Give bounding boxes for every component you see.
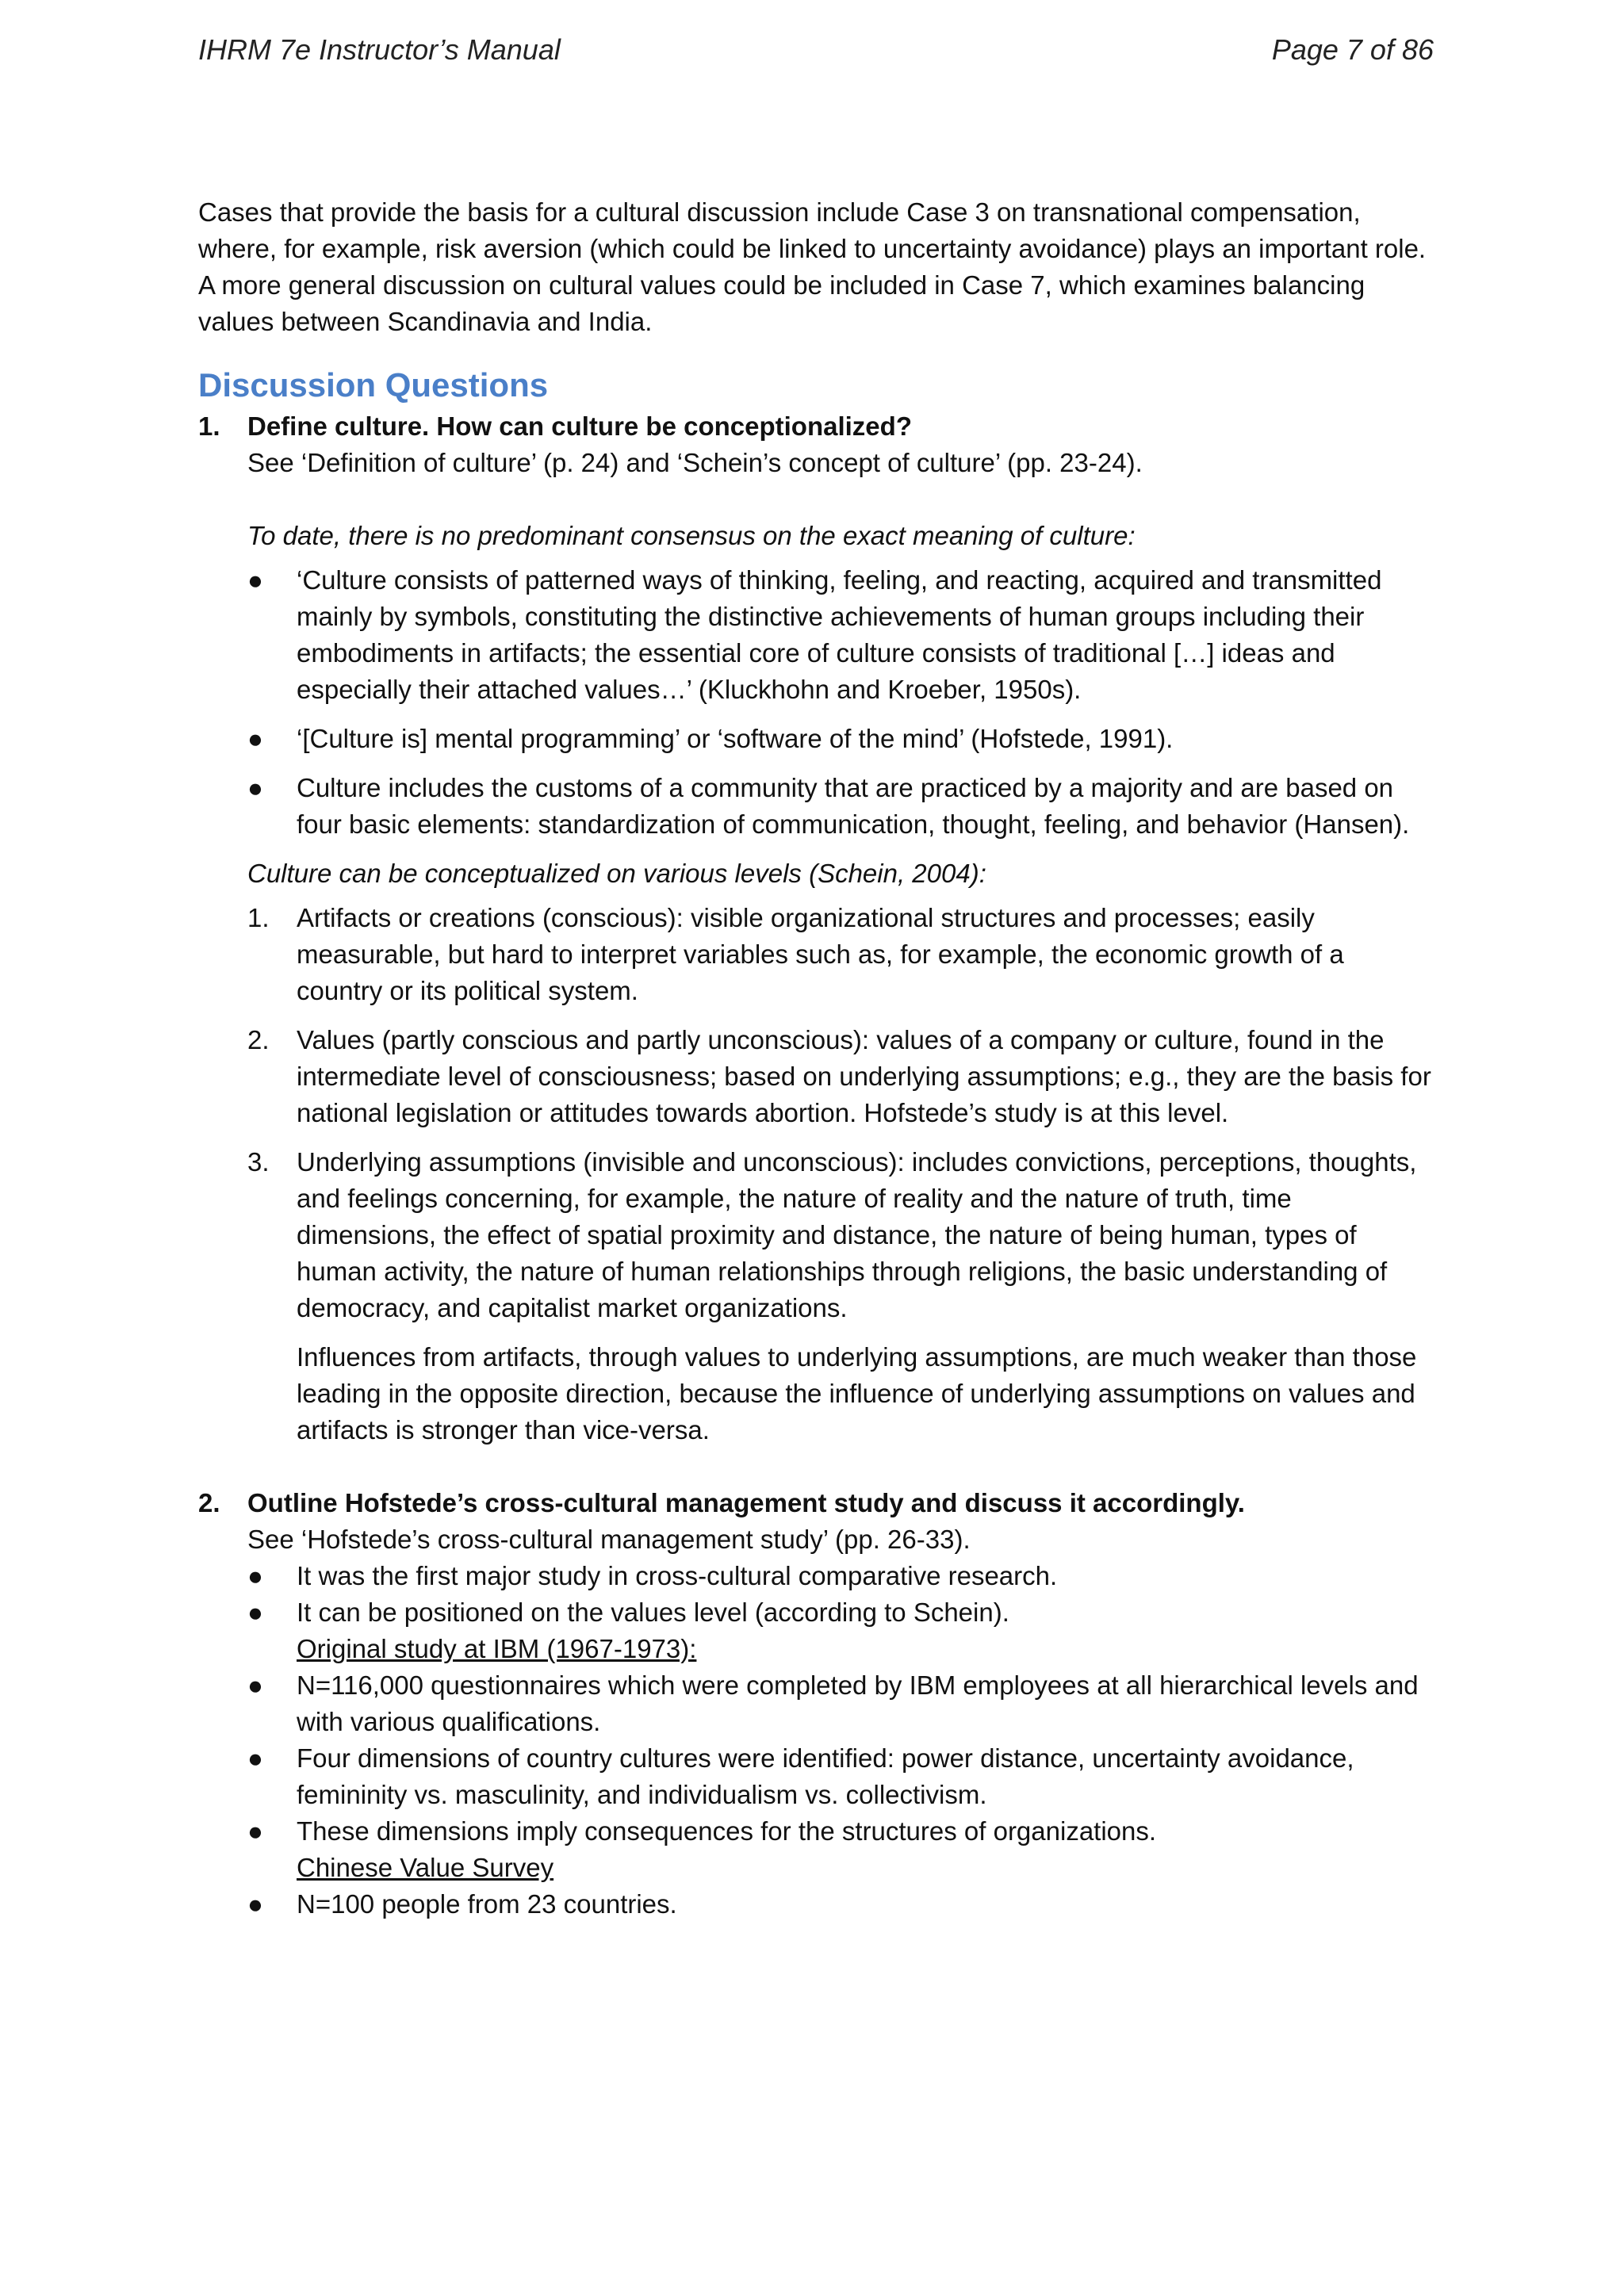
levels-lead-text: Culture can be conceptualized on various levels (Schein, 2004): [247, 859, 986, 888]
list-item: 1. Artifacts or creations (conscious): visible organizational structures and processes; easily measurable, but hard to interpret variables such as, for example, the economic growth of a country or its political system. [247, 903, 1344, 1005]
question-number: 2. [198, 1488, 220, 1517]
list-item: 3. Underlying assumptions (invisible and unconscious): includes convictions, perceptions, thoughts, and feelings concerning, for example, the nature of reality and the nature of truth, time dimensions, the effect of spatial proximity and distance, the nature of being human, types of human activity, the nature of human relationships through religions, the basic understanding of democracy, and capitalist market organizations. [247, 1147, 1417, 1322]
list-item: 2. Values (partly conscious and partly unconscious): values of a company or culture, found in the intermediate level of consciousness; based on underlying assumptions; e.g., they are the basis for national legislation or attitudes towards abortion. Hofstede’s study is at this level. [247, 1025, 1431, 1127]
bullet-icon: ● [247, 724, 263, 753]
question-reference: See ‘Hofstede’s cross-cultural management study’ (pp. 26-33). [247, 1525, 971, 1554]
hofstede-list [247, 1558, 1435, 1923]
intro-paragraph: Cases that provide the basis for a cultural discussion include Case 3 on transnational compensation, where, for example, risk aversion (which could be linked to uncertainty avoidance) plays an important role. A more general discussion on cultural values could be included in Case 7, which examines balancing values between Scandinavia and India. [198, 197, 1427, 336]
bullet-icon: ● [247, 1598, 263, 1627]
bullet-icon: ● [247, 1816, 263, 1846]
list-item: ● It was the first major study in cross-cultural comparative research. [247, 1558, 1435, 1594]
list-item: ● N=116,000 questionnaires which were completed by IBM employees at all hierarchical levels and with various qualifications. [247, 1667, 1435, 1740]
list-item: ● N=100 people from 23 countries. [247, 1886, 1435, 1923]
bullet-icon: ● [247, 1561, 263, 1590]
question-reference: See ‘Definition of culture’ (p. 24) and ‘Schein’s concept of culture’ (pp. 23-24). [247, 448, 1143, 477]
closing-paragraph: Influences from artifacts, through values to underlying assumptions, are much weaker than those leading in the opposite direction, because the influence of underlying assumptions on values and artifacts is stronger than vice-versa. [297, 1342, 1417, 1445]
page-header [198, 33, 1434, 67]
question-2 [198, 1485, 1435, 1923]
lead-text: To date, there is no predominant consensus on the exact meaning of culture: [247, 521, 1136, 550]
list-item: ● These dimensions imply consequences for the structures of organizations. [247, 1813, 1435, 1850]
bullet-icon: ● [247, 773, 263, 802]
bullet-icon: ● [247, 1743, 263, 1773]
list-item: ● ‘Culture consists of patterned ways of thinking, feeling, and reacting, acquired and transmitted mainly by symbols, constituting the distinctive achievements of human groups including their embodiments in artifacts; the essential core of culture consists of traditional […] ideas and especially their attached values…’ (Kluckhohn and Kroeber, 1950s). [247, 562, 1435, 708]
page-number: Page 7 of 86 [1271, 33, 1434, 66]
definitions-list [247, 562, 1435, 843]
question-title: Define culture. How can culture be conceptionalized? [247, 411, 912, 441]
list-item: ● It can be positioned on the values level (according to Schein). [247, 1594, 1435, 1631]
page-content [198, 194, 1435, 1923]
question-number: 1. [198, 411, 220, 441]
subsection-label-ibm: Original study at IBM (1967-1973): [297, 1634, 697, 1663]
question-title: Outline Hofstede’s cross-cultural management study and discuss it accordingly. [247, 1488, 1245, 1517]
levels-list [247, 900, 1435, 1326]
bullet-icon: ● [247, 1670, 263, 1700]
bullet-icon: ● [247, 565, 263, 595]
question-1 [198, 408, 1435, 1448]
list-item: ● Culture includes the customs of a community that are practiced by a majority and are based on four basic elements: standardization of communication, thought, feeling, and behavior (Hansen). [247, 770, 1435, 843]
list-item: ● ‘[Culture is] mental programming’ or ‘software of the mind’ (Hofstede, 1991). [247, 721, 1435, 757]
document-title: IHRM 7e Instructor’s Manual [198, 33, 561, 66]
subsection-label-cvs: Chinese Value Survey [297, 1853, 554, 1882]
bullet-icon: ● [247, 1889, 263, 1919]
section-title: Discussion Questions [198, 366, 549, 404]
list-item: ● Four dimensions of country cultures were identified: power distance, uncertainty avoidance, femininity vs. masculinity, and individualism vs. collectivism. [247, 1740, 1435, 1813]
